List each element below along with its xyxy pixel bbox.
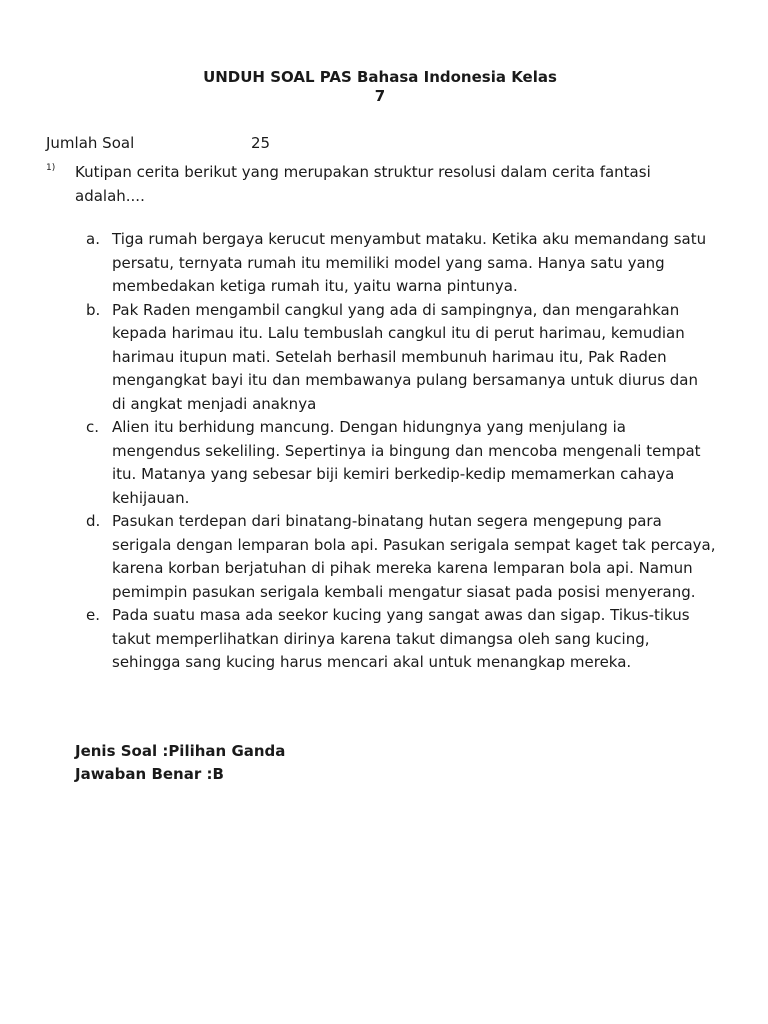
- option-letter: c.: [86, 418, 100, 436]
- option-text: Pasukan terdepan dari binatang-binatang hutan segera mengepung para serigala dengan lemparan bola api. Pasukan serigala sempat kaget tak percaya, karena korban berjatuhan di pihak mereka karena lemparan bola api. Namun pemimpin pasukan serigala kembali mengatur siasat pada posisi menyerang.: [112, 512, 716, 601]
- option-d: [86, 510, 716, 604]
- option-letter: d.: [86, 512, 101, 530]
- title-line-2: 7: [374, 87, 386, 105]
- option-a: [86, 228, 716, 299]
- option-text: Pak Raden mengambil cangkul yang ada di sampingnya, dan mengarahkan kepada harimau itu. Lalu tembuslah cangkul itu di perut harimau, kemudian harimau itupun mati. Setelah berhasil membunuh harimau itu, Pak Raden mengangkat bayi itu dan membawanya pulang bersamanya untuk diurus dan di angkat menjadi anaknya: [112, 300, 698, 413]
- option-text: Tiga rumah bergaya kerucut menyambut mataku. Ketika aku memandang satu persatu, ternyata rumah itu memiliki model yang sama. Hanya satu yang membedakan ketiga rumah itu, yaitu warna pintunya.: [112, 230, 707, 295]
- option-e: [86, 604, 716, 675]
- title-line-1: UNDUH SOAL PAS Bahasa Indonesia Kelas: [203, 68, 557, 86]
- jumlah-soal-row: [46, 133, 270, 153]
- jenis-soal: Jenis Soal :Pilihan Ganda: [75, 742, 286, 760]
- option-b: [86, 299, 716, 417]
- question-text: Kutipan cerita berikut yang merupakan struktur resolusi dalam cerita fantasi adalah....: [75, 163, 651, 205]
- option-letter: a.: [86, 230, 100, 248]
- answer-options: [86, 228, 716, 675]
- option-text: Alien itu berhidung mancung. Dengan hidungnya yang menjulang ia mengendus sekeliling. Sepertinya ia bingung dan mencoba mengenali tempat itu. Matanya yang sebesar biji kemiri berkedip-kedip memamerkan cahaya kehijauan.: [112, 418, 701, 507]
- jumlah-soal-value: 25: [251, 134, 271, 152]
- question-number: 1): [46, 163, 56, 173]
- answer-info: [75, 740, 285, 786]
- document-title: [120, 68, 640, 106]
- option-letter: e.: [86, 606, 100, 624]
- jumlah-soal-label: Jumlah Soal: [46, 134, 135, 152]
- option-c: [86, 416, 716, 510]
- option-letter: b.: [86, 300, 101, 319]
- jawaban-benar: Jawaban Benar :B: [75, 765, 224, 783]
- option-text: Pada suatu masa ada seekor kucing yang sangat awas dan sigap. Tikus-tikus takut memperlihatkan dirinya karena takut dimangsa oleh sang kucing, sehingga sang kucing harus mencari akal untuk menangkap mereka.: [112, 606, 690, 671]
